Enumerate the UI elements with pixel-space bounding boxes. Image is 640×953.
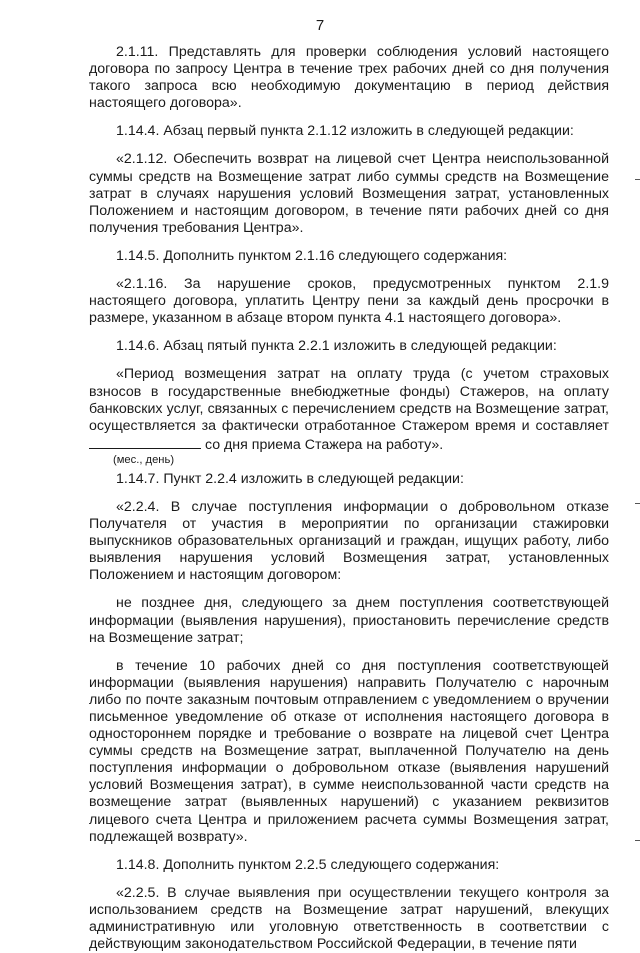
paragraph-1-14-4: 1.14.4. Абзац первый пункта 2.1.12 изложить в следующей редакции:: [116, 123, 574, 140]
paragraph-2-1-11: 2.1.11. Представлять для проверки соблюдения условий настоящего договора по запросу Центра в течение трех рабочих дней со дня получения такого запроса всю необходимую документацию в период действия настоящего договора».: [89, 44, 609, 112]
page-number: 7: [315, 17, 325, 34]
margin-tick-mark: [635, 840, 640, 841]
paragraph-2-2-4: «2.2.4. В случае поступления информации о добровольном отказе Получателя от участия в мероприятии по организации стажировки выпускников образовательных организаций и граждан, ищущих работу, либо выявления нарушения условий Возмещения затрат, установленных Положением и настоящим договором:: [89, 498, 609, 584]
paragraph-period-of-reimbursement: [89, 366, 609, 453]
period-text: «Период возмещения затрат на оплату труда (с учетом страховых взносов в государственные внебюджетные фонды) Стажеров, на оплату банковских услуг, связанных с перечислением средств на Возмещение затрат, осуществляется за фактически отработанное Стажером время и составляет: [89, 366, 609, 434]
paragraph-notify-recipient: в течение 10 рабочих дней со дня поступления соответствующей информации (выявления нарушения) направить Получателю с нарочным либо по почте заказным почтовым отправлением с уведомлением о вручении письменное уведомление об отказе от исполнения настоящего договора в одностороннем порядке и требование о возврате на лицевой счет Центра суммы средств на Возмещение затрат, выплаченной Получателю на день поступления информации о добровольном отказе (выявления нарушений условий Возмещения затрат), в сумме неиспользованной части средств на возмещение затрат (выявленных нарушений) с указанием реквизитов лицевого счета Центра и приложением расчета суммы Возмещения затрат, подлежащей возврату».: [89, 657, 609, 845]
paragraph-suspend-transfer: не позднее дня, следующего за днем поступления соответствующей информации (выявления нарушения), приостановить перечисление средств на Возмещение затрат;: [89, 595, 609, 646]
paragraph-2-1-12: «2.1.12. Обеспечить возврат на лицевой счет Центра неиспользованной суммы средств на Возмещение затрат либо суммы средств на Возмещение затрат в случаях нарушения условий Возмещения затрат, установленных Положением и настоящим договором, в течение пяти рабочих дней со дня получения требования Центра».: [89, 151, 609, 236]
paragraph-1-14-8: 1.14.8. Дополнить пунктом 2.2.5 следующего содержания:: [116, 856, 500, 873]
paragraph-2-2-5: «2.2.5. В случае выявления при осуществлении текущего контроля за использованием средств на Возмещение затрат нарушений, влекущих административную или уголовную ответственность в соответствии с действующим законодательством Российской Федерации, в течение пяти: [89, 884, 609, 953]
paragraph-1-14-5: 1.14.5. Дополнить пунктом 2.1.16 следующего содержания:: [116, 247, 508, 264]
fill-in-blank: [89, 435, 201, 449]
period-text-end: со дня приема Стажера на работу».: [201, 436, 444, 453]
margin-tick-mark: [635, 503, 640, 504]
paragraph-1-14-7: 1.14.7. Пункт 2.2.4 изложить в следующей редакции:: [116, 470, 464, 487]
paragraph-2-1-16: «2.1.16. За нарушение сроков, предусмотренных пунктом 2.1.9 настоящего договора, уплатить Центру пени за каждый день просрочки в размере, указанном в абзаце втором пункта 4.1 настоящего договора».: [89, 276, 609, 327]
blank-note: (мес., день): [113, 453, 175, 466]
paragraph-1-14-6: 1.14.6. Абзац пятый пункта 2.2.1 изложить в следующей редакции:: [116, 338, 557, 355]
document-body: [89, 44, 609, 953]
margin-tick-mark: [635, 179, 640, 180]
